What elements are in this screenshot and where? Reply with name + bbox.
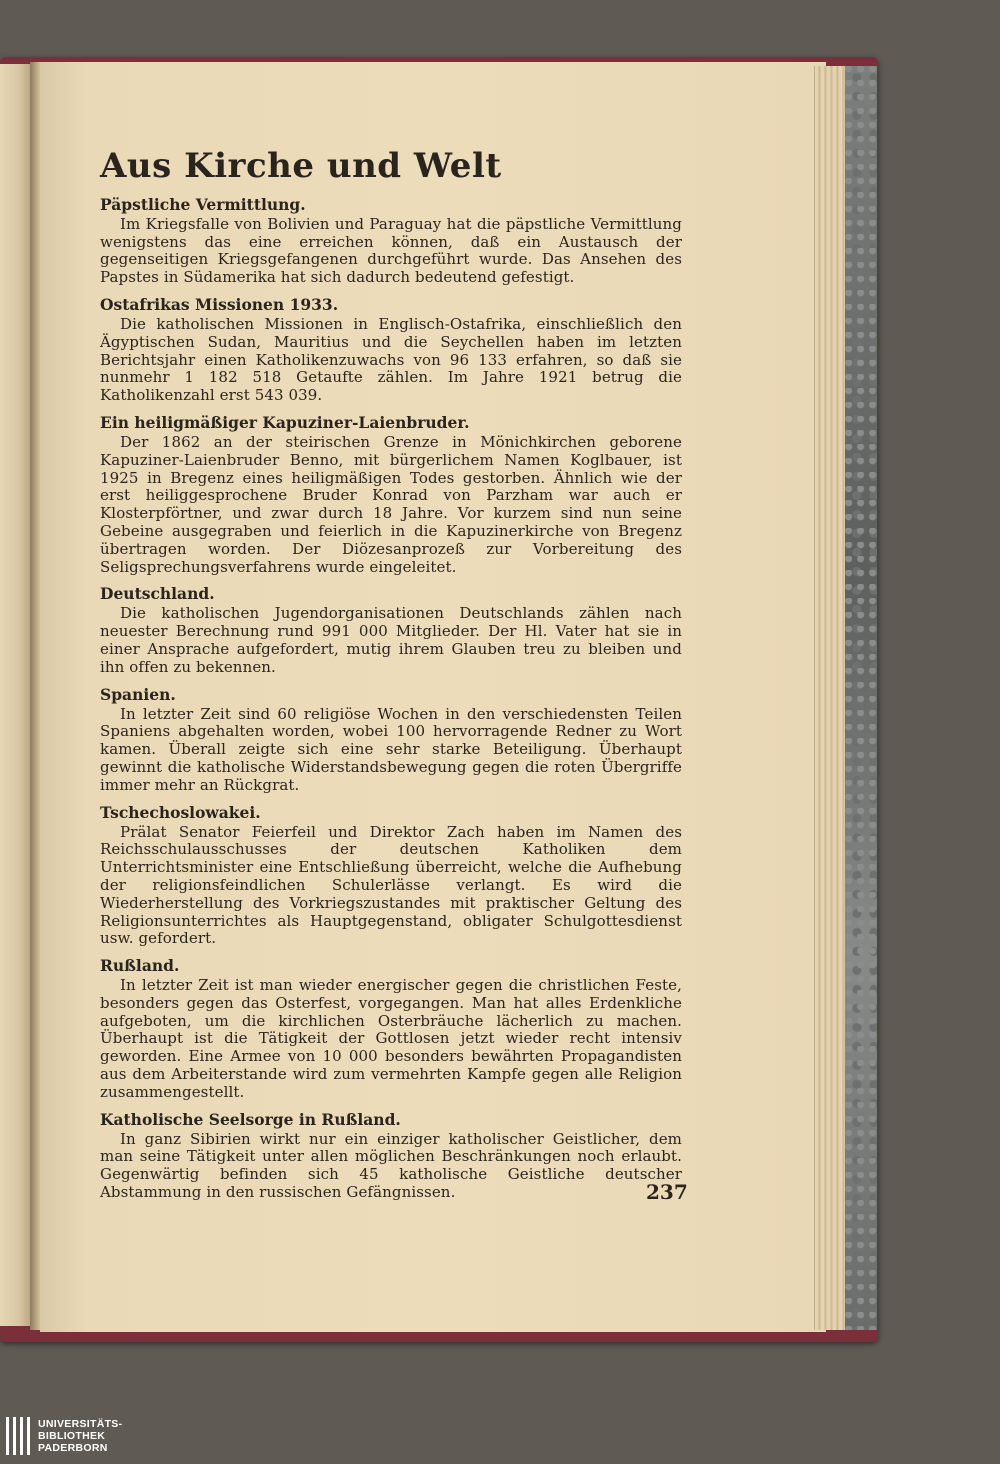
- section-text: Im Kriegsfalle von Bolivien und Paraguay hat die päpstliche Vermittlung wenigstens das eine erreichen können, daß ein Austausch der gegenseitigen Kriegsgefangenen durchgeführt wurde. Das Ansehen des Papstes in Südamerika hat sich dadurch bedeutend gefestigt.: [100, 214, 682, 287]
- page-number: 237: [646, 1180, 688, 1204]
- section-title: Katholische Seelsorge in Rußland.: [100, 1109, 401, 1129]
- section: [100, 295, 682, 405]
- section: [100, 413, 682, 576]
- page-content: [100, 128, 682, 1202]
- page-edges: [814, 66, 845, 1330]
- section-text: Der 1862 an der steirischen Grenze in Mönichkirchen geborene Kapuziner-Laienbruder Benno, mit bürgerlichem Namen Koglbauer, ist 1925 in Bregenz eines heiligmäßigen Todes gestorben. Ähnlich wie der erst heiliggesprochene Bruder Konrad von Parzham war auch er Klosterpförtner, und zwar durch 18 Jahre. Vor kurzem sind nun seine Gebeine ausgegraben und feierlich in die Kapuzinerkirche von Bregenz übertragen worden. Der Diözesanprozeß zur Vorbereitung des Seligsprechungsverfahrens wurde eingeleitet.: [100, 432, 682, 576]
- section-title: Deutschland.: [100, 584, 215, 604]
- section: [100, 956, 682, 1102]
- section-title: Ostafrikas Missionen 1933.: [100, 294, 339, 314]
- section: [100, 1110, 682, 1202]
- logo-line: BIBLIOTHEK: [38, 1430, 106, 1442]
- library-logo: [6, 1416, 122, 1456]
- logo-bars-icon: [6, 1417, 30, 1455]
- section: [100, 685, 682, 795]
- marbled-edge: [845, 66, 877, 1330]
- section-title: Spanien.: [100, 684, 176, 704]
- section-text: Die katholischen Jugendorganisationen Deutschlands zählen nach neuester Berechnung rund 991 000 Mitglieder. Der Hl. Vater hat sie in einer Ansprache aufgefordert, mutig ihrem Glauben treu zu bleiben und ihn offen zu bekennen.: [100, 604, 682, 676]
- section-text: Die katholischen Missionen in Englisch-Ostafrika, einschließlich den Ägyptischen Sudan, Mauritius und die Seychellen haben im letzten Berichtsjahr einen Katholikenzuwachs von 96 133 erfahren, so daß sie nunmehr 1 182 518 Getaufte zählen. Im Jahre 1921 betrug die Katholikenzahl erst 543 039.: [100, 314, 682, 405]
- logo-text: [38, 1418, 122, 1454]
- section-text: Prälat Senator Feierfeil und Direktor Zach haben im Namen des Reichsschulausschusses der deutschen Katholiken dem Unterrichtsminister eine Entschließung überreicht, welche die Aufhebung der religionsfeindlichen Schulerlässe verlangt. Es wird die Wiederherstellung des Vorkriegszustandes mit praktischer Geltung des Religionsunterrichtes als Hauptgegenstand, obligater Schulgottesdienst usw. gefordert.: [100, 822, 682, 948]
- section-title: Tschechoslowakei.: [100, 802, 261, 822]
- page-heading: Aus Kirche und Welt: [100, 146, 502, 186]
- section-title: Ein heiligmäßiger Kapuziner-Laienbruder.: [100, 412, 470, 432]
- logo-line: PADERBORN: [38, 1442, 108, 1454]
- left-page-edge: [0, 64, 32, 1326]
- section-text: In letzter Zeit ist man wieder energischer gegen die christlichen Feste, besonders gegen das Osterfest, vorgegangen. Man hat alles Erdenkliche aufgeboten, um die kirchlichen Osterbräuche lächerlich zu machen. Überhaupt ist die Tätigkeit der Gottlosen jetzt wieder recht intensiv geworden. Eine Armee von 10 000 besonders bewährten Propagandisten aus dem Arbeiterstande wird zum vermehrten Kampfe gegen alle Religion zusammengestellt.: [100, 976, 682, 1101]
- section: [100, 195, 682, 287]
- section-title: Rußland.: [100, 956, 180, 976]
- section: [100, 803, 682, 949]
- section: [100, 584, 682, 676]
- section-text: In letzter Zeit sind 60 religiöse Wochen in den verschiedensten Teilen Spaniens abgehalten worden, wobei 100 hervorragende Redner zu Wort kamen. Überall zeigte sich eine sehr starke Beteiligung. Überhaupt gewinnt die katholische Widerstandsbewegung gegen die roten Übergriffe immer mehr an Rückgrat.: [100, 704, 682, 794]
- section-text: In ganz Sibirien wirkt nur ein einziger katholischer Geistlicher, dem man seine Tätigkeit unter allen möglichen Beschränkungen noch erlaubt. Gegenwärtig befinden sich 45 katholische Geistliche deutscher Abstammung in den russischen Gefängnissen.: [100, 1129, 682, 1202]
- section-title: Päpstliche Vermittlung.: [100, 194, 306, 214]
- logo-line: UNIVERSITÄTS-: [38, 1418, 123, 1430]
